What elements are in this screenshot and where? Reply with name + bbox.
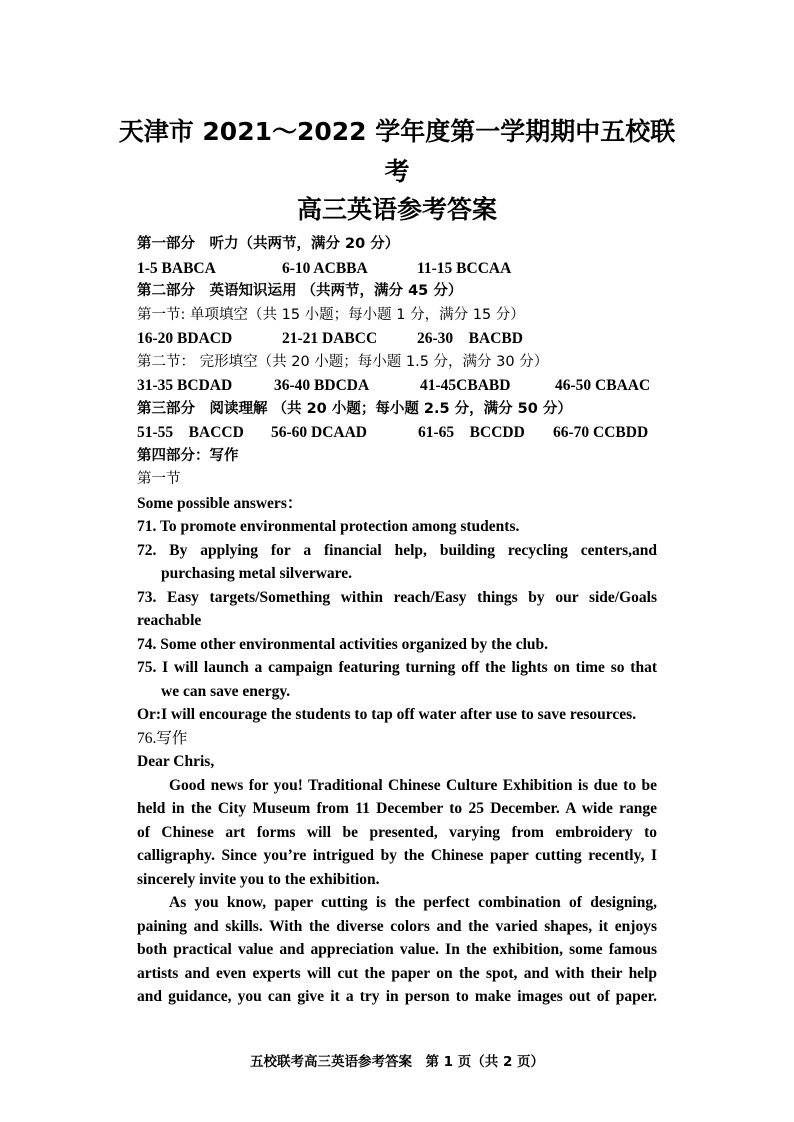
answer-72-line2: purchasing metal silverware. [161,565,353,582]
part2-section1-answers [137,327,657,351]
answer-group: 1-5 BABCA [137,259,216,277]
answer-75-line2: we can save energy. [161,682,291,700]
letter-line: Good news for you! Traditional Chinese Culture Exhibition is due to be [169,776,657,794]
answer-group: 41-45CBABD [420,377,511,394]
answer-group: 26-30 BACBD [417,330,523,347]
title-line-2: 考 [384,157,410,186]
answer-group: 21-21 DABCC [282,330,378,347]
answer-71: 71. To promote environmental protection among students. [137,518,520,535]
possible-answers-label: Some possible answers： [137,494,303,512]
part2-section2-heading: 第二节： 完形填空（共 20 小题；每小题 1.5 分，满分 30 分） [137,353,549,370]
letter-line: sincerely invite you to the exhibition. [137,870,380,888]
answer-75-line1: 75. I will launch a campaign featuring turning off the lights on time so that [137,659,657,676]
letter-line: held in the City Museum from 11 December to 25 December. A wide range [137,800,657,817]
answer-group: 31-35 BCDAD [137,377,233,394]
letter-salutation: Dear Chris, [137,753,215,770]
part2-section2-answers [137,374,657,398]
answer-group: 66-70 CCBDD [553,424,649,441]
answer-group: 6-10 ACBBA [282,259,368,277]
subtitle: 高三英语参考答案 [296,195,497,224]
answer-group: 61-65 BCCDD [418,424,525,441]
answer-72-line1: 72. By applying for a financial help, building recycling centers,and [137,541,657,559]
letter-paragraph-1 [137,774,657,892]
answer-group: 36-40 BDCDA [274,377,370,394]
answer-group: 56-60 DCAAD [271,424,368,441]
letter-line: artists and even experts will cut the paper on the spot, and with their help [137,964,657,982]
page-footer: 五校联考高三英语参考答案 第 1 页（共 2 页） [249,1054,545,1070]
answer-group: 46-50 CBAAC [555,377,651,394]
letter-line: of Chinese art forms will be presented, varying from embroidery to [137,823,657,841]
part1-heading: 第一部分 听力（共两节，满分 20 分） [137,236,400,252]
answer-75-alternative: Or:I will encourage the students to tap off water after use to save resources. [137,706,637,723]
title-line-1: 天津市 2021～2022 学年度第一学期期中五校联 [118,117,676,146]
part1-answers [137,257,657,281]
letter-paragraph-2 [137,891,657,1009]
question-76-label: 76.写作 [137,729,188,747]
answer-73-line1: 73. Easy targets/Something within reach/Easy things by our side/Goals [137,588,657,606]
part3-answers [137,421,657,445]
part2-section1-heading: 第一节: 单项填空（共 15 小题；每小题 1 分，满分 15 分） [137,306,525,323]
part4-heading: 第四部分：写作 [137,447,239,464]
answer-group: 51-55 BACCD [137,424,244,441]
answer-body [137,233,657,1009]
letter-line: calligraphy. Since you’re intrigued by the Chinese paper cutting recently, I [137,847,657,864]
answer-74: 74. Some other environmental activities organized by the club. [137,635,549,653]
answer-73-line2: reachable [137,612,202,629]
part4-section1-label: 第一节 [137,471,181,487]
letter-line: both practical value and appreciation value. In the exhibition, some famous [137,941,657,958]
part3-heading: 第三部分 阅读理解 （共 20 小题；每小题 2.5 分，满分 50 分） [137,400,572,417]
letter-line: As you know, paper cutting is the perfect combination of designing, [169,894,657,911]
letter-line: paining and skills. With the diverse colors and the varied shapes, it enjoys [137,917,657,935]
answer-group: 11-15 BCCAA [417,259,512,277]
part2-heading: 第二部分 英语知识运用 （共两节，满分 45 分） [137,283,463,299]
letter-line: and guidance, you can give it a try in person to make images out of paper. [137,988,657,1005]
answer-group: 16-20 BDACD [137,330,233,347]
